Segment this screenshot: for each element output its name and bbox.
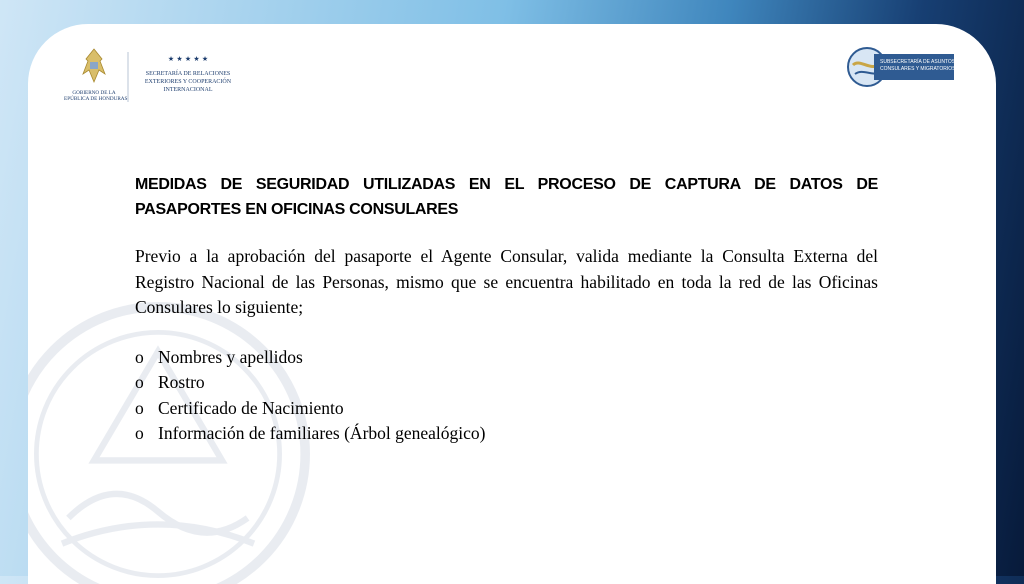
slide-card [28,24,996,584]
slide-heading: MEDIDAS DE SEGURIDAD UTILIZADAS EN EL PROCESO DE CAPTURA DE DATOS DE PASAPORTES EN OFICINAS CONSULARES [135,176,878,218]
bullet-marker: o [135,397,144,418]
bullet-marker: o [135,372,144,392]
gov-caption-line2: REPÚBLICA DE HONDURAS [64,96,128,102]
bullet-list [135,345,878,447]
bullet-marker: o [135,346,144,367]
list-item [135,345,878,371]
logo-consular-subsecretariat [846,46,956,88]
list-item [135,396,878,422]
ministry-line2: EXTERIORES Y COOPERACIÓN [144,79,232,85]
sub-line2: CONSULARES Y MIGRATORIOS [880,66,956,72]
logo-government-honduras [64,46,264,106]
sub-line1: SUBSECRETARÍA DE ASUNTOS [880,59,956,65]
gov-caption-line1: GOBIERNO DE LA [72,90,116,96]
list-item [135,421,878,447]
bullet-text: Nombres y apellidos [158,346,303,367]
ministry-line3: INTERNACIONAL [163,87,213,93]
bullet-text: Información de familiares (Árbol genealógico) [158,423,486,443]
bullet-text: Certificado de Nacimiento [158,397,344,418]
subsecretariat-label [874,54,954,80]
stars-icon: ★ ★ ★ ★ ★ [167,55,209,63]
list-item [135,370,878,396]
bullet-text: Rostro [158,372,205,392]
ministry-line1: SECRETARÍA DE RELACIONES [145,71,231,77]
honduras-emblem-icon [83,49,105,82]
slide-content [135,172,878,447]
slide-paragraph: Previo a la aprobación del pasaporte el Agente Consular, valida mediante la Consulta Externa del Registro Nacional de las Personas, mismo que se encuentra habilitado en toda la red de las Oficinas Consulares lo siguiente; [135,246,878,317]
bullet-marker: o [135,423,144,443]
